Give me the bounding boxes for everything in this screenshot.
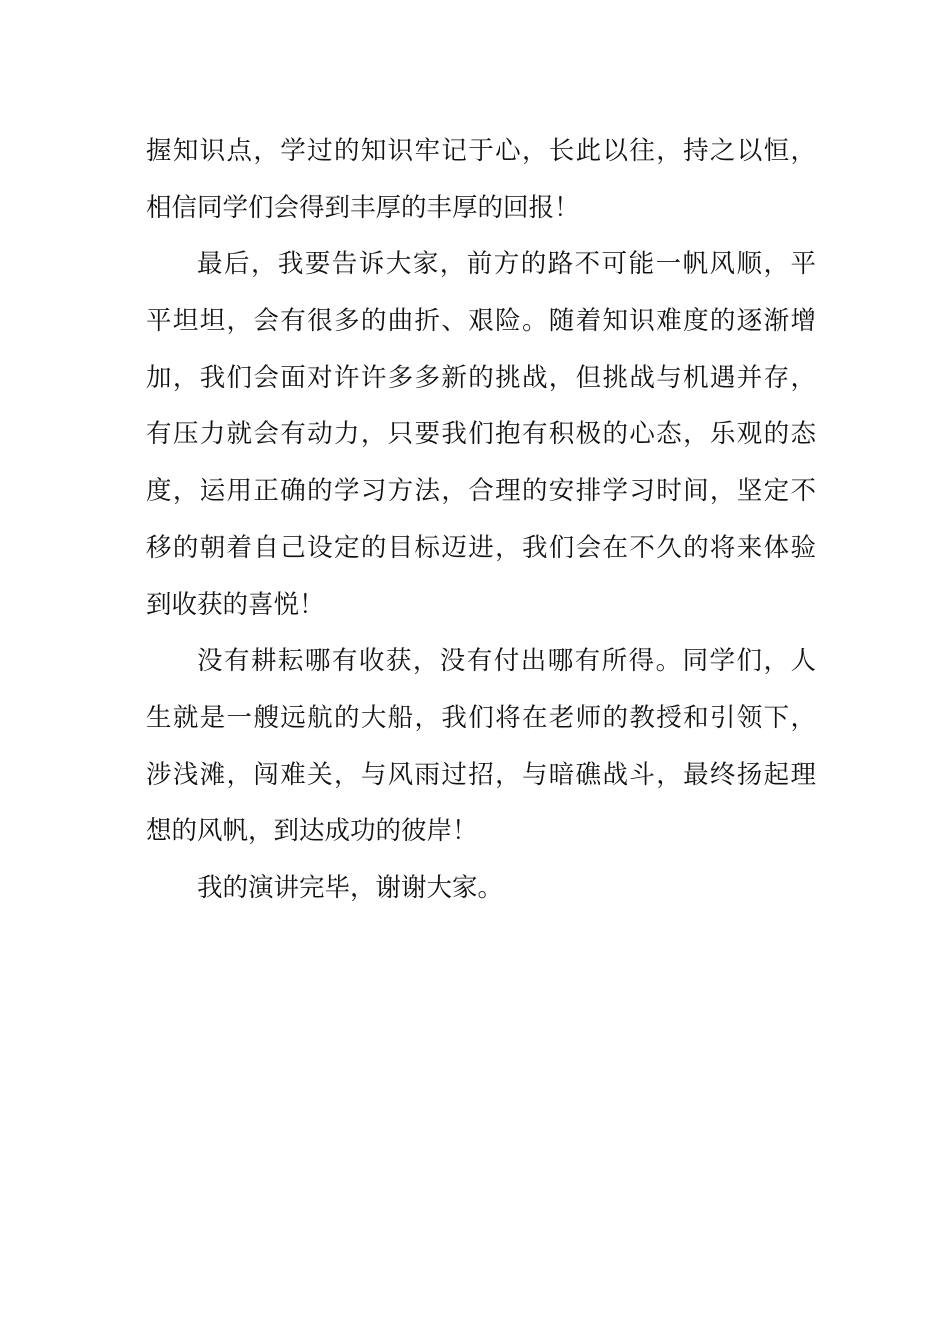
text-line: 我的演讲完毕，谢谢大家。 [197, 872, 504, 903]
text-line: 握知识点，学过的知识牢记于心，长此以往，持之以恒， [146, 136, 816, 166]
text-line: 有压力就会有动力，只要我们抱有积极的心态，乐观的态 [146, 419, 816, 450]
text-line: 生就是一艘远航的大船，我们将在老师的教授和引领下， [146, 702, 816, 733]
text-line: 移的朝着自己设定的目标迈进，我们会在不久的将来体验 [146, 532, 816, 563]
text-line: 度，运用正确的学习方法，合理的安排学习时间，坚定不 [146, 476, 816, 507]
text-line: 最后，我要告诉大家，前方的路不可能一帆风顺，平 [197, 249, 816, 280]
text-line: 相信同学们会得到丰厚的丰厚的回报！ [146, 192, 580, 223]
text-line: 没有耕耘哪有收获，没有付出哪有所得。同学们，人 [197, 646, 816, 677]
text-line: 到收获的喜悦！ [146, 589, 325, 620]
text-line: 加，我们会面对许许多多新的挑战，但挑战与机遇并存， [146, 362, 816, 393]
document-body [146, 123, 816, 917]
text-line: 平坦坦，会有很多的曲折、艰险。随着知识难度的逐渐增 [146, 306, 816, 337]
text-line: 涉浅滩，闯难关，与风雨过招，与暗礁战斗，最终扬起理 [146, 759, 816, 790]
text-line: 想的风帆，到达成功的彼岸！ [146, 816, 478, 847]
